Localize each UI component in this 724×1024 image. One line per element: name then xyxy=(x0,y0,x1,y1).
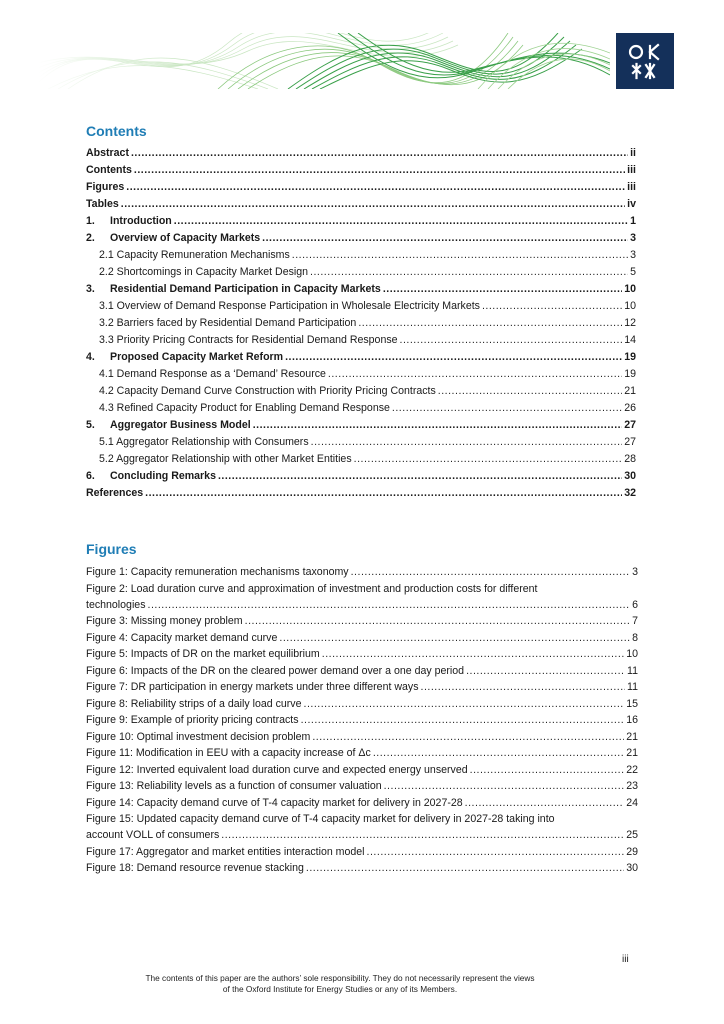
toc-entry[interactable] xyxy=(86,468,636,485)
figure-entry-title: account VOLL of consumers xyxy=(86,829,220,841)
dot-leader xyxy=(134,162,625,179)
toc-entry-page: 26 xyxy=(624,402,636,414)
figure-entry-title: technologies xyxy=(86,598,146,611)
list-of-figures xyxy=(86,564,638,877)
figure-entry-title: Figure 12: Inverted equivalent load duration curve and expected energy unserved xyxy=(86,763,468,776)
figure-entry-title: Figure 5: Impacts of DR on the market equilibrium xyxy=(86,648,320,660)
toc-entry-title: Tables xyxy=(86,198,119,210)
figure-entry[interactable] xyxy=(86,663,638,679)
toc-entry-title: Overview of Capacity Markets xyxy=(110,232,261,244)
toc-entry-title: 4.2 Capacity Demand Curve Construction with Priority Pricing Contracts xyxy=(99,385,436,397)
toc-entry-page: 21 xyxy=(624,385,636,397)
figure-entry-page: 6 xyxy=(632,598,638,611)
toc-entry[interactable] xyxy=(86,349,636,366)
dot-leader xyxy=(292,247,628,264)
dot-leader xyxy=(145,485,622,502)
toc-entry[interactable] xyxy=(86,264,636,281)
toc-entry-number: 4. xyxy=(86,351,95,363)
toc-entry-page: 1 xyxy=(630,215,636,227)
toc-entry-title: Residential Demand Participation in Capacity Markets xyxy=(110,283,381,295)
dot-leader xyxy=(351,564,630,580)
figure-entry-title: Figure 9: Example of priority pricing contracts xyxy=(86,714,299,726)
toc-entry-title: Abstract xyxy=(86,147,129,159)
dot-leader xyxy=(131,145,628,162)
toc-entry-title: 4.1 Demand Response as a ‘Demand’ Resource xyxy=(99,368,326,380)
dot-leader xyxy=(218,468,622,485)
figure-entry-page: 7 xyxy=(632,615,638,627)
toc-entry-title: Concluding Remarks xyxy=(110,470,216,482)
dot-leader xyxy=(301,712,625,728)
toc-entry-title: 5.1 Aggregator Relationship with Consumers xyxy=(99,436,309,448)
dot-leader xyxy=(383,281,622,298)
dot-leader xyxy=(312,729,624,745)
toc-entry-title: Contents xyxy=(86,164,132,176)
toc-entry-title: 5.2 Aggregator Relationship with other Market Entities xyxy=(99,453,352,465)
figure-entry-page: 29 xyxy=(626,845,638,858)
toc-entry-page: 14 xyxy=(624,334,636,346)
figures-heading: Figures xyxy=(86,541,137,557)
figure-entry-title: Figure 1: Capacity remuneration mechanisms taxonomy xyxy=(86,566,349,578)
figure-entry-page: 22 xyxy=(626,763,638,776)
toc-entry-title: Introduction xyxy=(110,215,172,227)
table-of-contents xyxy=(86,145,636,502)
dot-leader xyxy=(322,646,624,662)
toc-entry[interactable] xyxy=(86,179,636,196)
figure-entry-title: Figure 18: Demand resource revenue stacking xyxy=(86,862,304,874)
toc-entry-page: iv xyxy=(627,198,636,210)
figure-entry[interactable] xyxy=(86,712,638,728)
footer-disclaimer xyxy=(60,973,620,995)
figure-entry[interactable] xyxy=(86,729,638,745)
dot-leader xyxy=(465,795,625,811)
toc-entry-page: 12 xyxy=(624,317,636,329)
toc-entry-page: 19 xyxy=(624,351,636,363)
figure-entry-title: Figure 14: Capacity demand curve of T-4 capacity market for delivery in 2027-28 xyxy=(86,796,463,809)
figure-entry-page: 21 xyxy=(626,747,638,759)
toc-entry-page: 3 xyxy=(630,232,636,244)
dot-leader xyxy=(148,597,631,613)
dot-leader xyxy=(392,400,622,417)
figure-entry[interactable] xyxy=(86,778,638,794)
toc-entry[interactable] xyxy=(86,434,636,451)
toc-entry-page: 5 xyxy=(630,266,636,278)
toc-entry[interactable] xyxy=(86,247,636,264)
figure-entry-title: Figure 2: Load duration curve and approximation of investment and production costs for different xyxy=(86,582,538,595)
dot-leader xyxy=(310,264,628,281)
figure-entry-page: 16 xyxy=(626,714,638,726)
toc-entry[interactable] xyxy=(86,332,636,349)
figure-entry[interactable] xyxy=(86,745,638,761)
figure-entry[interactable] xyxy=(86,630,638,646)
dot-leader xyxy=(253,417,623,434)
dot-leader xyxy=(482,298,622,315)
toc-entry[interactable] xyxy=(86,230,636,247)
toc-entry-page: 19 xyxy=(624,368,636,380)
oies-logo-icon xyxy=(616,33,674,89)
figure-entry-title: Figure 10: Optimal investment decision problem xyxy=(86,730,311,743)
figure-entry-page: 25 xyxy=(626,829,638,841)
toc-entry[interactable] xyxy=(86,196,636,213)
toc-entry[interactable] xyxy=(86,417,636,434)
page-number: iii xyxy=(622,954,629,965)
dot-leader xyxy=(400,332,623,349)
toc-entry-number: 5. xyxy=(86,419,95,431)
toc-entry-page: ii xyxy=(630,147,636,159)
figure-entry-title: Figure 17: Aggregator and market entities interaction model xyxy=(86,845,365,858)
figure-entry-page: 30 xyxy=(626,862,638,874)
toc-entry-title: 3.3 Priority Pricing Contracts for Residential Demand Response xyxy=(99,334,398,346)
dot-leader xyxy=(358,315,622,332)
dot-leader xyxy=(121,196,625,213)
toc-entry[interactable] xyxy=(86,298,636,315)
toc-entry-page: 10 xyxy=(624,283,636,295)
toc-entry[interactable] xyxy=(86,281,636,298)
dot-leader xyxy=(262,230,628,247)
toc-entry-page: 28 xyxy=(624,453,636,465)
toc-entry-page: 3 xyxy=(630,249,636,261)
toc-entry[interactable] xyxy=(86,213,636,230)
toc-entry-page: 30 xyxy=(624,470,636,482)
figure-entry-page: 15 xyxy=(626,697,638,710)
toc-entry[interactable] xyxy=(86,315,636,332)
figure-entry[interactable] xyxy=(86,679,638,695)
toc-entry-number: 3. xyxy=(86,283,95,295)
figure-entry-title: Figure 4: Capacity market demand curve xyxy=(86,631,278,644)
toc-entry-page: iii xyxy=(627,181,636,193)
figure-entry-title: Figure 8: Reliability strips of a daily load curve xyxy=(86,697,302,710)
toc-entry-title: Figures xyxy=(86,181,125,193)
toc-entry[interactable] xyxy=(86,485,636,502)
dot-leader xyxy=(438,383,622,400)
toc-entry[interactable] xyxy=(86,145,636,162)
toc-entry-number: 2. xyxy=(86,232,95,244)
figure-entry[interactable] xyxy=(86,613,638,629)
figure-entry-title: Figure 6: Impacts of the DR on the cleared power demand over a one day period xyxy=(86,664,465,677)
toc-entry-title: Aggregator Business Model xyxy=(110,419,251,431)
toc-entry-title: Proposed Capacity Market Reform xyxy=(110,351,284,363)
figure-entry-page: 11 xyxy=(627,681,638,693)
figure-entry-page: 8 xyxy=(632,631,638,644)
dot-leader xyxy=(373,745,624,761)
dot-leader xyxy=(311,434,623,451)
figure-entry[interactable] xyxy=(86,811,638,843)
contents-heading: Contents xyxy=(86,123,147,139)
figure-entry[interactable] xyxy=(86,581,638,613)
toc-entry-title: 3.2 Barriers faced by Residential Demand Participation xyxy=(99,317,357,329)
toc-entry-page: 27 xyxy=(624,419,636,431)
dot-leader xyxy=(466,663,625,679)
dot-leader xyxy=(384,778,625,794)
toc-entry-title: 2.1 Capacity Remuneration Mechanisms xyxy=(99,249,290,261)
toc-entry-title: 4.3 Refined Capacity Product for Enabling Demand Response xyxy=(99,402,390,414)
toc-entry[interactable] xyxy=(86,400,636,417)
footer-line-1: The contents of this paper are the authors’ sole responsibility. They do not necessarily represent the views xyxy=(145,973,535,983)
dot-leader xyxy=(328,366,622,383)
figure-entry[interactable] xyxy=(86,564,638,580)
figure-entry-page: 3 xyxy=(632,566,638,578)
figure-entry-title: Figure 13: Reliability levels as a function of consumer valuation xyxy=(86,780,382,792)
dot-leader xyxy=(221,827,624,843)
figure-entry[interactable] xyxy=(86,795,638,811)
dot-leader xyxy=(245,613,630,629)
toc-entry-number: 1. xyxy=(86,215,95,227)
green-wave-banner xyxy=(38,33,610,89)
figure-entry-title: Figure 11: Modification in EEU with a capacity increase of Δc xyxy=(86,747,371,759)
toc-entry-number: 6. xyxy=(86,470,95,482)
figure-entry[interactable] xyxy=(86,762,638,778)
toc-entry[interactable] xyxy=(86,162,636,179)
dot-leader xyxy=(306,860,624,876)
toc-entry-title: References xyxy=(86,487,144,499)
figure-entry[interactable] xyxy=(86,646,638,662)
dot-leader xyxy=(470,762,625,778)
figure-entry-page: 21 xyxy=(626,730,638,743)
figure-entry-page: 11 xyxy=(627,664,638,677)
footer-line-2: of the Oxford Institute for Energy Studies or any of its Members. xyxy=(222,984,458,994)
toc-entry-page: 32 xyxy=(624,487,636,499)
figure-entry-page: 23 xyxy=(626,780,638,792)
toc-entry-page: 10 xyxy=(624,300,636,312)
dot-leader xyxy=(279,630,630,646)
toc-entry-page: iii xyxy=(627,164,636,176)
dot-leader xyxy=(304,696,625,712)
figure-entry[interactable] xyxy=(86,844,638,860)
toc-entry-title: 3.1 Overview of Demand Response Participation in Wholesale Electricity Markets xyxy=(99,300,480,312)
figure-entry-page: 10 xyxy=(626,648,638,660)
figure-entry-title: Figure 3: Missing money problem xyxy=(86,615,243,627)
toc-entry[interactable] xyxy=(86,383,636,400)
figure-entry-page: 24 xyxy=(626,796,638,809)
toc-entry-title: 2.2 Shortcomings in Capacity Market Design xyxy=(99,266,309,278)
dot-leader xyxy=(354,451,623,468)
figure-entry-title: Figure 7: DR participation in energy markets under three different ways xyxy=(86,681,419,693)
dot-leader xyxy=(421,679,626,695)
toc-entry[interactable] xyxy=(86,451,636,468)
figure-entry-title: Figure 15: Updated capacity demand curve of T-4 capacity market for delivery in 2027-28 taking into xyxy=(86,813,555,825)
dot-leader xyxy=(126,179,625,196)
dot-leader xyxy=(285,349,622,366)
figure-entry[interactable] xyxy=(86,860,638,876)
figure-entry[interactable] xyxy=(86,696,638,712)
toc-entry-page: 27 xyxy=(624,436,636,448)
toc-entry[interactable] xyxy=(86,366,636,383)
dot-leader xyxy=(174,213,628,230)
dot-leader xyxy=(367,844,625,860)
banner-waves xyxy=(38,33,610,89)
